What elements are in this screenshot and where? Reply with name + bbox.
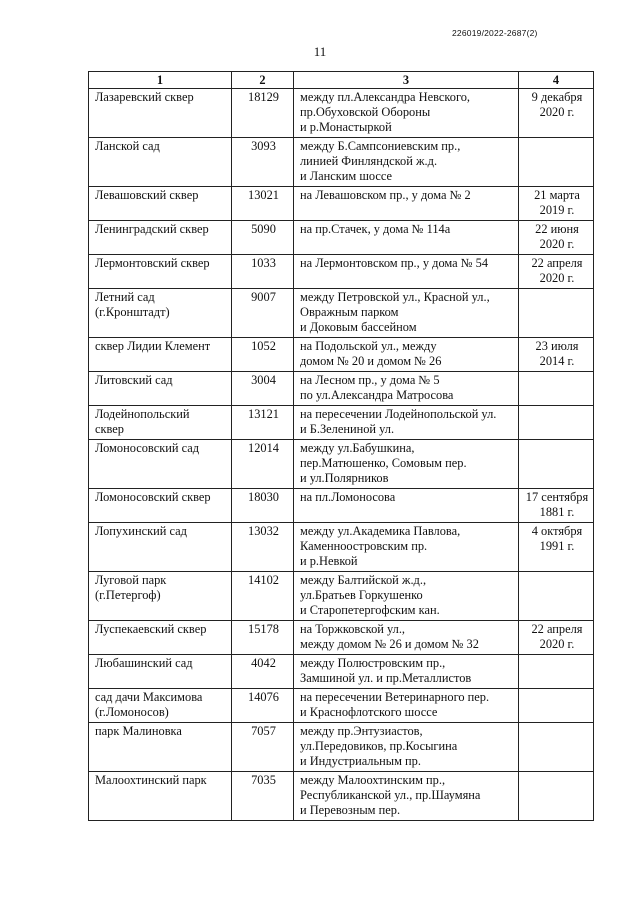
location-line: домом № 20 и домом № 26: [300, 354, 442, 368]
date-line: 4 октября: [531, 524, 583, 538]
park-name-cell: [89, 689, 232, 723]
location-line: и ул.Полярников: [300, 471, 389, 485]
date-cell: [519, 89, 594, 138]
location-cell: [294, 406, 519, 440]
location-line: между Полюстровским пр.,: [300, 656, 446, 670]
header-col-1: 1: [89, 72, 232, 89]
table-row: [89, 572, 594, 621]
park-name-line: Ломоносовский сквер: [95, 490, 211, 504]
location-line: на Левашовском пр., у дома № 2: [300, 188, 471, 202]
location-line: на пл.Ломоносова: [300, 490, 396, 504]
location-line: на Лермонтовском пр., у дома № 54: [300, 256, 489, 270]
park-name-line: Ланской сад: [95, 139, 160, 153]
location-cell: [294, 572, 519, 621]
table-row: [89, 289, 594, 338]
park-name-cell: [89, 221, 232, 255]
location-line: Замшиной ул. и пр.Металлистов: [300, 671, 472, 685]
park-name-line: сквер Лидии Клемент: [95, 339, 211, 353]
park-name-cell: [89, 621, 232, 655]
date-cell: [519, 372, 594, 406]
location-cell: [294, 221, 519, 255]
date-cell: [519, 489, 594, 523]
date-cell: [519, 187, 594, 221]
location-cell: [294, 255, 519, 289]
table-row: [89, 440, 594, 489]
registry-code-cell: 12014: [232, 440, 294, 489]
table-row: [89, 406, 594, 440]
park-name-cell: [89, 723, 232, 772]
date-line: 2020 г.: [539, 637, 575, 651]
location-line: линией Финляндской ж.д.: [300, 154, 438, 168]
date-cell: [519, 440, 594, 489]
registry-code-cell: 1052: [232, 338, 294, 372]
park-name-cell: [89, 772, 232, 821]
date-cell: [519, 255, 594, 289]
header-col-4: 4: [519, 72, 594, 89]
registry-code-cell: 9007: [232, 289, 294, 338]
date-line: 22 апреля: [531, 622, 583, 636]
registry-code-cell: 3004: [232, 372, 294, 406]
location-cell: [294, 89, 519, 138]
header-col-2: 2: [232, 72, 294, 89]
location-cell: [294, 187, 519, 221]
location-cell: [294, 289, 519, 338]
location-line: на пересечении Ветеринарного пер.: [300, 690, 490, 704]
location-cell: [294, 655, 519, 689]
location-line: пр.Обуховской Обороны: [300, 105, 431, 119]
location-line: на пр.Стачек, у дома № 114а: [300, 222, 451, 236]
park-name-cell: [89, 255, 232, 289]
park-name-line: Малоохтинский парк: [95, 773, 207, 787]
location-line: и р.Невкой: [300, 554, 358, 568]
page-number: 11: [313, 44, 327, 59]
date-cell: [519, 289, 594, 338]
date-line: 2020 г.: [539, 105, 575, 119]
date-line: 2019 г.: [539, 203, 575, 217]
park-name-cell: [89, 572, 232, 621]
table-row: [89, 138, 594, 187]
table-row: [89, 338, 594, 372]
table-row: [89, 221, 594, 255]
location-cell: [294, 489, 519, 523]
location-line: между домом № 26 и домом № 32: [300, 637, 479, 651]
location-line: на пересечении Лодейнопольской ул.: [300, 407, 497, 421]
location-cell: [294, 138, 519, 187]
location-cell: [294, 338, 519, 372]
location-line: пер.Матюшенко, Сомовым пер.: [300, 456, 467, 470]
date-cell: [519, 772, 594, 821]
park-name-line: Лермонтовский сквер: [95, 256, 210, 270]
date-line: 1881 г.: [539, 505, 575, 519]
table-header-row: [89, 72, 594, 89]
location-line: между Балтийской ж.д.,: [300, 573, 427, 587]
park-name-line: парк Малиновка: [95, 724, 182, 738]
location-cell: [294, 523, 519, 572]
location-cell: [294, 372, 519, 406]
park-name-line: Луговой парк: [95, 573, 167, 587]
park-name-line: (г.Ломоносов): [95, 705, 169, 719]
date-cell: [519, 138, 594, 187]
date-line: 9 декабря: [531, 90, 583, 104]
location-line: и Перевозным пер.: [300, 803, 401, 817]
table-row: [89, 372, 594, 406]
date-line: 17 сентября: [525, 490, 589, 504]
location-line: между пл.Александра Невского,: [300, 90, 471, 104]
registry-code-cell: 14076: [232, 689, 294, 723]
date-line: 1991 г.: [539, 539, 575, 553]
table-row: [89, 523, 594, 572]
park-name-cell: [89, 655, 232, 689]
table-row: [89, 489, 594, 523]
park-name-line: Левашовский сквер: [95, 188, 199, 202]
location-line: между Петровской ул., Красной ул.,: [300, 290, 490, 304]
registry-code-cell: 4042: [232, 655, 294, 689]
date-cell: [519, 572, 594, 621]
park-name-line: сад дачи Максимова: [95, 690, 203, 704]
location-cell: [294, 621, 519, 655]
location-line: между Б.Сампсониевским пр.,: [300, 139, 461, 153]
location-line: на Торжковской ул.,: [300, 622, 406, 636]
park-name-cell: [89, 523, 232, 572]
registry-code-cell: 18129: [232, 89, 294, 138]
date-line: 22 апреля: [531, 256, 583, 270]
table-row: [89, 772, 594, 821]
location-line: между ул.Академика Павлова,: [300, 524, 461, 538]
date-line: 23 июля: [535, 339, 579, 353]
location-line: ул.Передовиков, пр.Косыгина: [300, 739, 458, 753]
table-row: [89, 621, 594, 655]
date-cell: [519, 655, 594, 689]
registry-code-cell: 15178: [232, 621, 294, 655]
park-name-cell: [89, 489, 232, 523]
location-line: и Индустриальным пр.: [300, 754, 421, 768]
location-line: между пр.Энтузиастов,: [300, 724, 423, 738]
registry-code-cell: 13032: [232, 523, 294, 572]
park-name-line: сквер: [95, 422, 124, 436]
registry-code-cell: 14102: [232, 572, 294, 621]
park-name-cell: [89, 289, 232, 338]
location-line: между ул.Бабушкина,: [300, 441, 415, 455]
location-line: и Старопетергофским кан.: [300, 603, 440, 617]
park-name-line: Летний сад: [95, 290, 155, 304]
park-name-line: Луспекаевский сквер: [95, 622, 207, 636]
location-cell: [294, 440, 519, 489]
date-line: 2020 г.: [539, 237, 575, 251]
date-line: 22 июня: [535, 222, 579, 236]
park-name-line: Лопухинский сад: [95, 524, 187, 538]
parks-table: [88, 71, 594, 821]
location-line: на Подольской ул., между: [300, 339, 437, 353]
park-name-line: Ленинградский сквер: [95, 222, 209, 236]
date-cell: [519, 723, 594, 772]
location-line: Каменноостровским пр.: [300, 539, 428, 553]
park-name-line: (г.Петергоф): [95, 588, 161, 602]
location-line: и Краснофлотского шоссе: [300, 705, 438, 719]
registry-code-cell: 18030: [232, 489, 294, 523]
park-name-line: Ломоносовский сад: [95, 441, 200, 455]
table-row: [89, 187, 594, 221]
location-cell: [294, 723, 519, 772]
location-line: и Доковым бассейном: [300, 320, 417, 334]
park-name-line: Лазаревский сквер: [95, 90, 194, 104]
park-name-cell: [89, 440, 232, 489]
park-name-line: (г.Кронштадт): [95, 305, 170, 319]
park-name-cell: [89, 138, 232, 187]
park-name-cell: [89, 372, 232, 406]
location-line: ул.Братьев Горкушенко: [300, 588, 423, 602]
date-cell: [519, 621, 594, 655]
location-line: и Ланским шоссе: [300, 169, 393, 183]
park-name-cell: [89, 89, 232, 138]
date-line: 2014 г.: [539, 354, 575, 368]
table-row: [89, 689, 594, 723]
location-line: между Малоохтинским пр.,: [300, 773, 446, 787]
park-name-cell: [89, 406, 232, 440]
table-row: [89, 255, 594, 289]
date-cell: [519, 338, 594, 372]
location-line: Овражным парком: [300, 305, 399, 319]
location-cell: [294, 689, 519, 723]
registry-code-cell: 7057: [232, 723, 294, 772]
location-line: и р.Монастыркой: [300, 120, 392, 134]
table-row: [89, 723, 594, 772]
location-cell: [294, 772, 519, 821]
location-line: и Б.Зелениной ул.: [300, 422, 395, 436]
document-number: 226019/2022-2687(2): [452, 28, 538, 38]
location-line: Республиканской ул., пр.Шаумяна: [300, 788, 481, 802]
location-line: по ул.Александра Матросова: [300, 388, 454, 402]
date-cell: [519, 689, 594, 723]
park-name-line: Литовский сад: [95, 373, 173, 387]
park-name-line: Лодейнопольский: [95, 407, 190, 421]
park-name-cell: [89, 187, 232, 221]
registry-code-cell: 3093: [232, 138, 294, 187]
registry-code-cell: 13021: [232, 187, 294, 221]
registry-code-cell: 13121: [232, 406, 294, 440]
registry-code-cell: 7035: [232, 772, 294, 821]
date-line: 2020 г.: [539, 271, 575, 285]
registry-code-cell: 5090: [232, 221, 294, 255]
header-col-3: 3: [294, 72, 519, 89]
table-row: [89, 89, 594, 138]
date-cell: [519, 221, 594, 255]
park-name-line: Любашинский сад: [95, 656, 193, 670]
date-cell: [519, 406, 594, 440]
date-line: 21 марта: [534, 188, 580, 202]
date-cell: [519, 523, 594, 572]
table-row: [89, 655, 594, 689]
park-name-cell: [89, 338, 232, 372]
location-line: на Лесном пр., у дома № 5: [300, 373, 440, 387]
registry-code-cell: 1033: [232, 255, 294, 289]
